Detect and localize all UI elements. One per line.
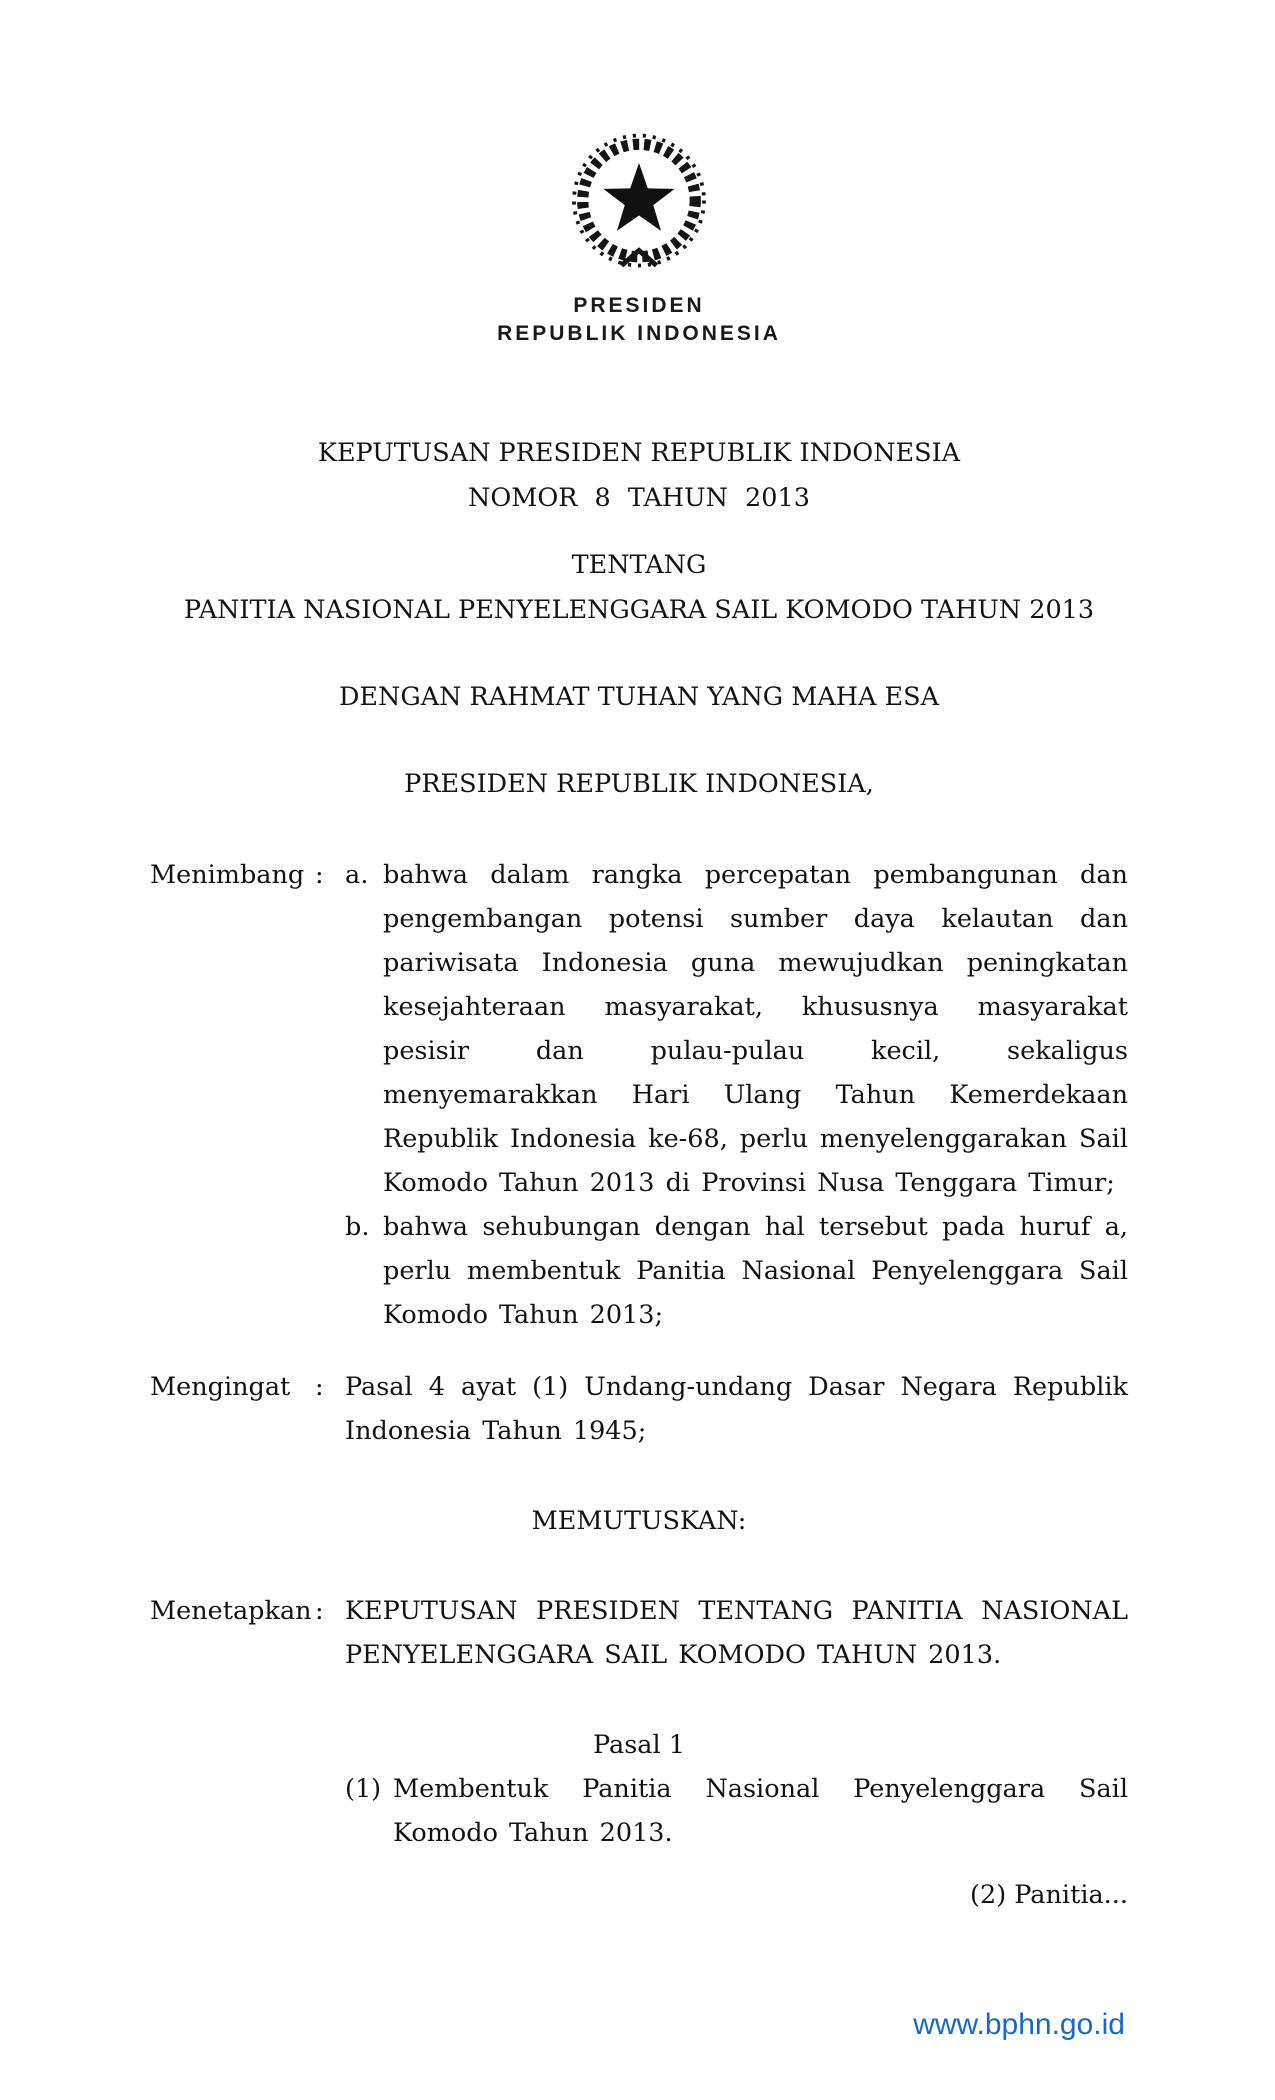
memutuskan-heading: MEMUTUSKAN: xyxy=(531,1505,747,1536)
item-text: Membentuk Panitia Nasional Penyelenggara Sail Komodo Tahun 2013. xyxy=(393,1773,1128,1848)
menetapkan-clause xyxy=(150,1589,1128,1677)
mengingat-text: Pasal 4 ayat (1) Undang-undang Dasar Negara Republik Indonesia Tahun 1945; xyxy=(345,1371,1128,1446)
mengingat-label: Mengingat xyxy=(150,1371,291,1402)
menetapkan-colon: : xyxy=(315,1595,324,1626)
menimbang-label: Menimbang xyxy=(150,859,305,890)
presidential-seal-icon xyxy=(564,128,714,278)
menimbang-body xyxy=(345,853,1128,1337)
mengingat-clause xyxy=(150,1365,1128,1453)
menetapkan-text: KEPUTUSAN PRESIDEN TENTANG PANITIA NASIONAL PENYELENGGARA SAIL KOMODO TAHUN 2013. xyxy=(345,1595,1128,1670)
catchword: (2) Panitia... xyxy=(970,1879,1128,1910)
item-marker: a. xyxy=(345,859,369,890)
menimbang-item-b xyxy=(345,1205,1128,1337)
document-content xyxy=(150,128,1128,1917)
pasal-1-body xyxy=(345,1767,1128,1917)
decree-title: KEPUTUSAN PRESIDEN REPUBLIK INDONESIA xyxy=(317,437,961,468)
pasal-1-heading: Pasal 1 xyxy=(593,1729,685,1760)
item-marker: b. xyxy=(345,1211,370,1242)
seal-title-line2: REPUBLIK INDONESIA xyxy=(497,322,781,346)
seal-title-line1: PRESIDEN xyxy=(573,294,705,317)
menimbang-clause xyxy=(150,853,1128,1337)
item-marker: (1) xyxy=(345,1773,382,1804)
item-text: bahwa sehubungan dengan hal tersebut pada huruf a, perlu membentuk Panitia Nasional Penyelenggara Sail Komodo Tahun 2013; xyxy=(383,1211,1128,1330)
tentang-label: TENTANG xyxy=(571,549,707,580)
grace-line: DENGAN RAHMAT TUHAN YANG MAHA ESA xyxy=(338,681,940,712)
item-text: bahwa dalam rangka percepatan pembangunan dan pengembangan potensi sumber daya kelautan dan pariwisata Indonesia guna mewujudkan peningkatan kesejahteraan masyarakat, khususnya masyarakat pesisir dan pulau-pulau kecil, sekaligus menyemarakkan Hari Ulang Tahun Kemerdekaan Republik Indonesia ke-68, perlu menyelenggarakan Sail Komodo Tahun 2013 di Provinsi Nusa Tenggara Timur; xyxy=(383,859,1128,1198)
menimbang-item-a xyxy=(345,853,1128,1205)
pasal-1-item-1 xyxy=(345,1767,1128,1855)
menetapkan-label: Menetapkan xyxy=(150,1595,312,1626)
footer-link[interactable]: www.bphn.go.id xyxy=(913,2008,1125,2041)
presidential-seal xyxy=(150,128,1128,349)
decree-number: NOMOR 8 TAHUN 2013 xyxy=(468,482,810,513)
mengingat-colon: : xyxy=(315,1371,324,1402)
menimbang-colon: : xyxy=(315,859,324,890)
title-block xyxy=(150,431,1128,807)
issuer-line: PRESIDEN REPUBLIK INDONESIA, xyxy=(404,768,874,799)
decree-subject: PANITIA NASIONAL PENYELENGGARA SAIL KOMODO TAHUN 2013 xyxy=(183,594,1095,625)
